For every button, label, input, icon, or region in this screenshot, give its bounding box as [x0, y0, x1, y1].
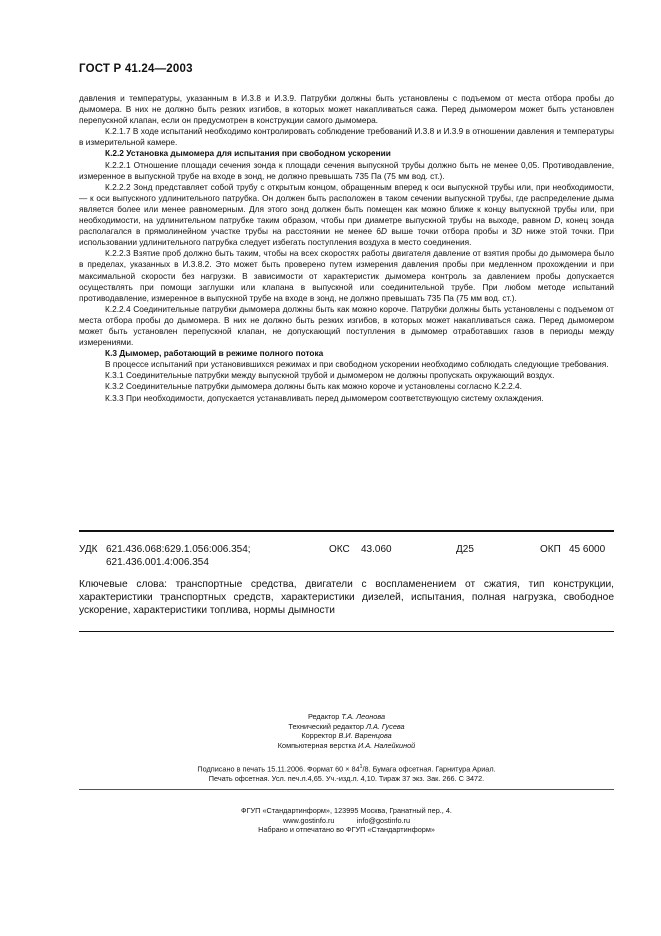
credit-role: Компьютерная верстка [277, 741, 356, 751]
clause-k31: К.3.1 Соединительные патрубки между выпускной трубой и дымомером не должны пропускать окружающий воздух. [105, 370, 555, 381]
clause-k32: К.3.2 Соединительные патрубки дымомера должны быть как можно короче и установлены согласно К.2.2.4. [105, 381, 522, 392]
section-heading-k22: К.2.2 Установка дымомера для испытания при свободном ускорении [105, 148, 391, 159]
editorial-credits [79, 712, 614, 751]
credit-line [79, 741, 614, 751]
publisher-address: ФГУП «Стандартинформ», 123995 Москва, Гранатный пер., 4. [241, 806, 452, 815]
symbol-d: D [381, 226, 388, 237]
format-superscript: 1 [359, 764, 363, 770]
group-code: Д25 [456, 544, 474, 555]
paragraph-k3-intro: В процессе испытаний при установившихся режимах и при свободном ускорении необходимо соблюдать следующие требования. [105, 359, 609, 370]
credit-role: Технический редактор [288, 721, 364, 731]
clause-k221: К.2.2.1 Отношение площади сечения зонда к площади сечения выпускной трубы должно быть не менее 0,05. Противодавление, измеренное в выпускной трубе на входе в зонд, не должно превышать 735 Па (75 мм вод. ст.). [79, 159, 614, 181]
clause-k222 [79, 182, 614, 249]
credit-name: Т.А. Леонова [341, 712, 386, 721]
divider-thick [79, 530, 614, 532]
printed-by: Набрано и отпечатано во ФГУП «Стандартинформ» [258, 825, 435, 835]
udk-label: УДК [79, 544, 98, 555]
clause-text: выше точки отбора пробы и 3 [387, 226, 516, 237]
symbol-d: D [515, 226, 522, 237]
credit-role: Корректор [301, 731, 337, 741]
udk-codes [106, 543, 251, 569]
symbol-d: D [554, 215, 561, 226]
clause-k224: К.2.2.4 Соединительные патрубки дымомера должны быть как можно короче. Патрубки должны быть установлены с подъемом от места отбора пробы до дымомера. В них не должно быть резких изгибов, в которых может накапливаться сажа. Перед дымомером может быть установлен перепускной клапан, не допускающий поступления в дымомер отработавших газов в периоды между измерениями. [79, 303, 614, 348]
print-details [79, 763, 614, 784]
print-text: Подписано в печать 15.11.2006. Формат 60 × 84 [197, 764, 360, 774]
paragraph: давления и температуры, указанным в И.3.8 и И.3.9. Патрубки должны быть установлены с подъемом от места отбора пробы до дымомера. В них не должно быть резких изгибов, в которых может накапливаться сажа. Перед дымомером может быть установлен перепускной клапан, если он предусмотрен в конструкции самого дымомера. [79, 93, 614, 126]
udk-code-line: 621.436.068:629.1.056:006.354; [106, 544, 251, 555]
keywords: Ключевые слова: транспортные средства, двигатели с воспламенением от сжатия, тип конструкции, характеристики транспортных средств, характеристики дизелей, испытания, полная нагрузка, свободное ускорение, характеристики топлива, нормы дымности [79, 579, 614, 616]
udk-code-line: 621.436.001.4:006.354 [106, 557, 209, 568]
clause-k217: К.2.1.7 В ходе испытаний необходимо контролировать соблюдение требований И.3.8 и И.3.9 в отношении давления и температуры в измерительной камере. [79, 126, 614, 148]
divider [79, 631, 614, 632]
credit-line [79, 722, 614, 732]
okp-label: ОКП [540, 544, 561, 555]
document-body [79, 93, 614, 404]
okp-value: 45 6000 [569, 544, 606, 555]
credit-name: Л.А. Гусева [365, 721, 405, 731]
section-heading-k3: К.3 Дымомер, работающий в режиме полного потока [105, 348, 324, 359]
print-line: Печать офсетная. Усл. печ.л.4,65. Уч.-изд.л. 4,10. Тираж 37 экз. Зак. 266. С 3472. [208, 774, 485, 784]
oks-label: ОКС [329, 544, 350, 555]
email-link[interactable]: info@gostinfo.ru [356, 815, 411, 825]
oks-value: 43.060 [361, 544, 392, 555]
document-header: ГОСТ Р 41.24—2003 [79, 63, 193, 75]
clause-k223: К.2.2.3 Взятие проб должно быть таким, чтобы на всех скоростях работы двигателя давление от взятия пробы до дымомера было в пределах, указанных в И.3.8.2. Это может быть проверено путем измерения давления пробы при медленном прохождении и при максимальной скорости без нагрузки. В зависимости от характеристик дымомера контроль за давлением пробы допускается осуществлять при помощи заглушки или клапана в выпускной или соединительной трубе. При любом методе испытаний противодавление, измеренное в выпускной трубе на входе в зонд, не должно превышать 735 Па (75 мм вод. ст.). [79, 248, 614, 303]
publisher-info [79, 806, 614, 835]
clause-text: , конец зонда располагался в прямолинейном участке трубы на расстоянии не менее 6 [79, 215, 614, 237]
clause-text: ниже этой точки. При использовании удлинительного патрубка следует избегать поступления воздуха в место соединения. [79, 226, 614, 248]
clause-k33: К.3.3 При необходимости, допускается устанавливать перед дымомером соответствующую систему охлаждения. [105, 392, 544, 403]
divider [79, 789, 614, 790]
publisher-contacts [79, 816, 614, 826]
website-link[interactable]: www.gostinfo.ru [282, 815, 335, 825]
signed-line [79, 763, 614, 774]
credit-role: Редактор [307, 712, 340, 721]
credit-name: И.А. Налейкиной [357, 741, 416, 751]
credit-line [79, 712, 614, 722]
credit-line [79, 731, 614, 741]
clause-text: К.2.2.2 Зонд представляет собой трубу с открытым концом, обращенным вперед к оси выпускной трубы или, при необходимости, — к оси выпускного удлинительного патрубка. Он должен быть расположен в таком сечении выпускной трубы, где распределение дыма является более или менее равномерным. Для этого зонд должен быть помещен как можно ближе к концу выпускной трубы или, при необходимости, на удлинительном патрубке таким образом, чтобы при диаметре выпускной трубы на выходе, равном [79, 181, 614, 226]
credit-name: В.И. Варенцова [338, 731, 392, 741]
print-text: /8. Бумага офсетная. Гарнитура Ариал. [362, 764, 496, 774]
